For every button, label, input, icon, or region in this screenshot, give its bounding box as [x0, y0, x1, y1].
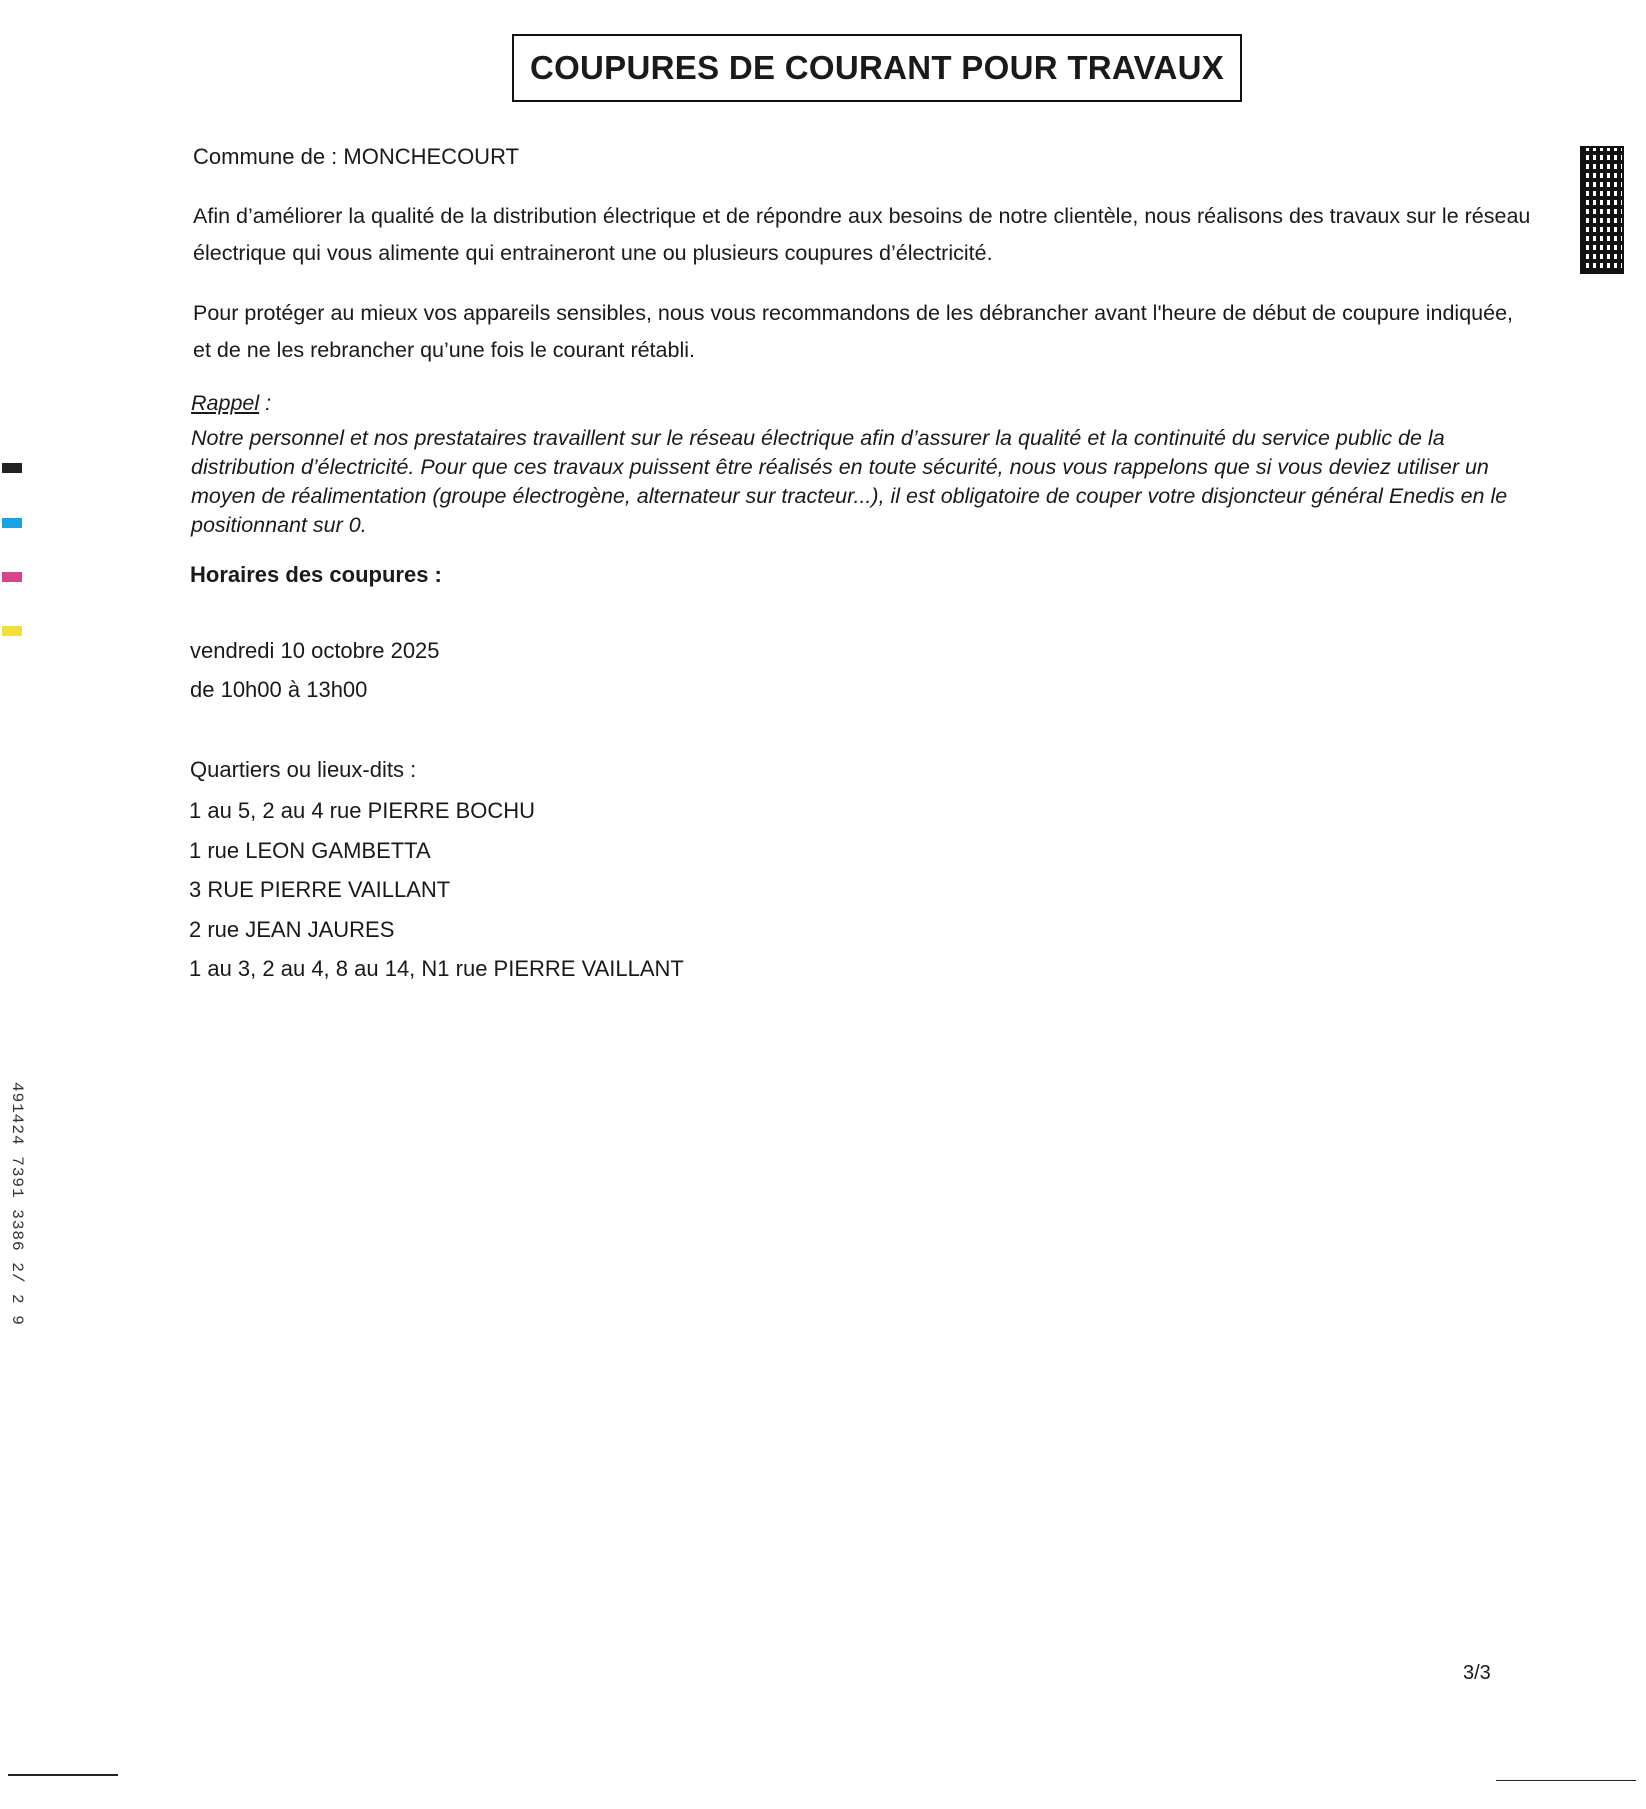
bottom-left-rule	[8, 1774, 118, 1776]
datamatrix-code-icon	[1580, 146, 1624, 274]
rappel-text: Notre personnel et nos prestataires travaillent sur le réseau électrique afin d’assurer la qualité et la continuité du service public de la distribution d’électricité. Pour que ces travaux puissent être réalisés en toute sécurité, nous vous rappelons que si vous deviez utiliser un moyen de réalimentation (groupe électrogène, alternateur sur tracteur...), il est obligatoire de couper votre disjoncteur général Enedis en le positionnant sur 0.	[191, 426, 1508, 537]
page-number: 3/3	[1463, 1662, 1491, 1684]
list-item: 1 au 5, 2 au 4 rue PIERRE BOCHU	[189, 798, 536, 823]
cut-date: vendredi 10 octobre 2025	[190, 638, 440, 663]
quartiers-label: Quartiers ou lieux-dits :	[190, 757, 417, 782]
list-item: 3 RUE PIERRE VAILLANT	[189, 877, 451, 902]
rappel-colon: :	[259, 391, 272, 415]
advice-paragraph: Pour protéger au mieux vos appareils sensibles, nous vous recommandons de les débrancher avant l'heure de début de coupure indiquée, et de ne les rebrancher qu’une fois le courant rétabli.	[193, 301, 1514, 362]
cyan-swatch	[2, 518, 22, 528]
list-item: 1 rue LEON GAMBETTA	[189, 837, 431, 863]
list-item: 1 au 3, 2 au 4, 8 au 14, N1 rue PIERRE VAILLANT	[189, 956, 684, 981]
quartiers-list	[189, 791, 684, 989]
intro-paragraph: Afin d’améliorer la qualité de la distribution électrique et de répondre aux besoins de notre clientèle, nous réalisons des travaux sur le réseau électrique qui vous alimente qui entraineront une ou plusieurs coupures d’électricité.	[193, 204, 1531, 265]
yellow-swatch	[2, 626, 22, 636]
title-box	[512, 34, 1242, 102]
commune-line: Commune de : MONCHECOURT	[193, 144, 519, 169]
cut-time: de 10h00 à 13h00	[190, 677, 368, 702]
black-swatch	[2, 463, 22, 473]
list-item: 2 rue JEAN JAURES	[189, 916, 395, 942]
bottom-right-rule	[1496, 1780, 1636, 1781]
rappel-label: Rappel	[191, 391, 260, 415]
page-title: COUPURES DE COURANT POUR TRAVAUX	[529, 49, 1225, 86]
side-code: 491424 7391 3386 2/ 2 9	[8, 1082, 26, 1326]
magenta-swatch	[2, 572, 22, 582]
horaires-heading: Horaires des coupures :	[190, 562, 442, 587]
rappel-heading	[191, 391, 271, 416]
